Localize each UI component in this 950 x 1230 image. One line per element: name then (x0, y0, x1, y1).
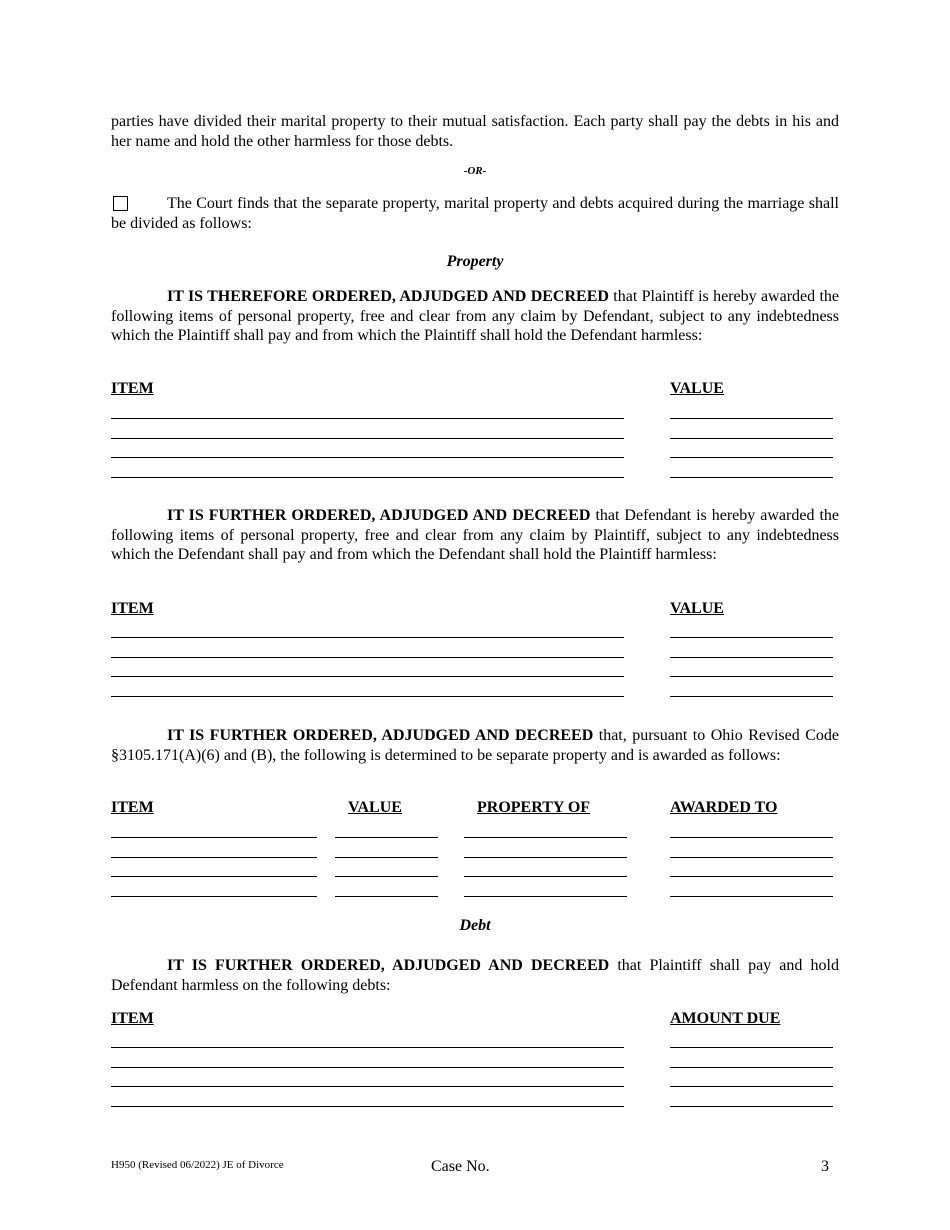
blank-fill-line[interactable] (111, 1106, 624, 1107)
blank-fill-line[interactable] (670, 1047, 833, 1048)
awarded-to-column-header: AWARDED TO (670, 799, 778, 816)
blank-fill-line[interactable] (670, 637, 833, 638)
blank-fill-line[interactable] (335, 896, 438, 897)
order-clause: IT IS FURTHER ORDERED, ADJUDGED AND DECREED (167, 507, 591, 524)
blank-fill-line[interactable] (670, 438, 833, 439)
property-heading: Property (446, 253, 504, 270)
blank-fill-line[interactable] (111, 837, 317, 838)
court-finds-text: The Court finds that the separate property, marital property and debts acquired during the marriage shall be divided as follows: (111, 195, 839, 232)
order-clause: IT IS FURTHER ORDERED, ADJUDGED AND DECREED (167, 727, 594, 744)
plaintiff-award-paragraph (111, 287, 839, 346)
court-finds-paragraph (111, 194, 839, 233)
defendant-award-paragraph (111, 506, 839, 565)
item-column-header: ITEM (111, 380, 154, 397)
value-column-header: VALUE (670, 600, 724, 617)
blank-fill-line[interactable] (464, 896, 627, 897)
blank-fill-line[interactable] (111, 477, 624, 478)
blank-fill-line[interactable] (335, 837, 438, 838)
blank-fill-line[interactable] (111, 896, 317, 897)
amount-due-column-header: AMOUNT DUE (670, 1010, 781, 1027)
defendant-award-text: that Defendant is hereby awarded the following items of personal property, free and clear from any claim by Plaintiff, subject to any indebtedness which the Defendant shall pay and from which the Defendant shall hold the Plaintiff harmless: (111, 507, 839, 563)
blank-fill-line[interactable] (670, 1106, 833, 1107)
intro-paragraph (111, 112, 839, 151)
or-separator: -OR- (463, 165, 487, 177)
plaintiff-award-text: that Plaintiff is hereby awarded the following items of personal property, free and clear from any claim by Defendant, subject to any indebtedness which the Plaintiff shall pay and from which the Plaintiff shall hold the Defendant harmless: (111, 288, 840, 344)
form-identifier: H950 (Revised 06/2022) JE of Divorce (111, 1159, 284, 1171)
blank-fill-line[interactable] (464, 876, 627, 877)
blank-fill-line[interactable] (111, 1086, 624, 1087)
blank-fill-line[interactable] (111, 657, 624, 658)
blank-fill-line[interactable] (111, 876, 317, 877)
item-column-header: ITEM (111, 600, 154, 617)
intro-text: parties have divided their marital property to their mutual satisfaction. Each party shall pay the debts in his and her name and hold the other harmless for those debts. (111, 113, 839, 150)
blank-fill-line[interactable] (111, 637, 624, 638)
property-of-column-header: PROPERTY OF (477, 799, 591, 816)
blank-fill-line[interactable] (670, 876, 833, 877)
blank-fill-line[interactable] (111, 676, 624, 677)
blank-fill-line[interactable] (670, 696, 833, 697)
item-column-header: ITEM (111, 799, 154, 816)
blank-fill-line[interactable] (111, 1067, 624, 1068)
case-number-label: Case No. (431, 1158, 490, 1175)
blank-fill-line[interactable] (670, 657, 833, 658)
blank-fill-line[interactable] (670, 457, 833, 458)
separate-property-paragraph (111, 726, 839, 765)
blank-fill-line[interactable] (670, 418, 833, 419)
blank-fill-line[interactable] (670, 857, 833, 858)
blank-fill-line[interactable] (464, 857, 627, 858)
blank-fill-line[interactable] (464, 837, 627, 838)
blank-fill-line[interactable] (335, 857, 438, 858)
blank-fill-line[interactable] (670, 896, 833, 897)
plaintiff-debts-text: that Plaintiff shall pay and hold Defendant harmless on the following debts: (111, 957, 839, 994)
debt-heading: Debt (459, 917, 491, 934)
blank-fill-line[interactable] (670, 837, 833, 838)
blank-fill-line[interactable] (670, 1067, 833, 1068)
blank-fill-line[interactable] (111, 457, 624, 458)
page-number: 3 (821, 1158, 829, 1175)
blank-fill-line[interactable] (111, 438, 624, 439)
order-clause: IT IS THEREFORE ORDERED, ADJUDGED AND DECREED (167, 288, 609, 305)
plaintiff-debts-paragraph (111, 956, 839, 995)
blank-fill-line[interactable] (670, 477, 833, 478)
separate-property-text: that, pursuant to Ohio Revised Code §3105.171(A)(6) and (B), the following is determined to be separate property and is awarded as follows: (111, 727, 839, 764)
blank-fill-line[interactable] (111, 1047, 624, 1048)
blank-fill-line[interactable] (670, 1086, 833, 1087)
item-column-header: ITEM (111, 1010, 154, 1027)
blank-fill-line[interactable] (111, 418, 624, 419)
blank-fill-line[interactable] (335, 876, 438, 877)
value-column-header: VALUE (348, 799, 402, 816)
blank-fill-line[interactable] (111, 696, 624, 697)
blank-fill-line[interactable] (670, 676, 833, 677)
blank-fill-line[interactable] (111, 857, 317, 858)
order-clause: IT IS FURTHER ORDERED, ADJUDGED AND DECREED (167, 957, 610, 974)
value-column-header: VALUE (670, 380, 724, 397)
